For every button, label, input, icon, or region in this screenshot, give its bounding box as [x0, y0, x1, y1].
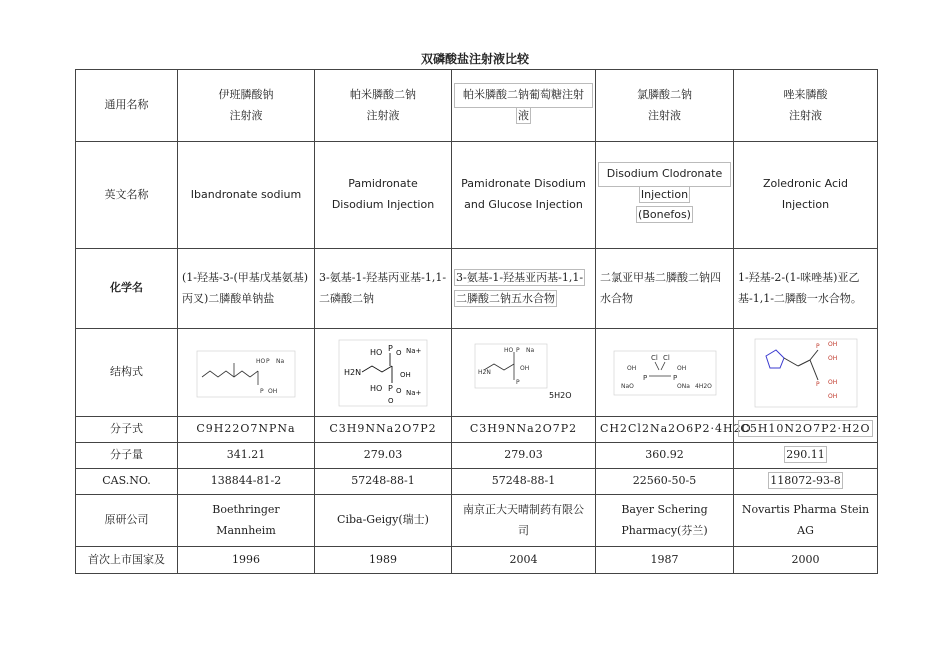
structure-label: OH	[400, 370, 411, 379]
formula-cell: CH2Cl2Na2O6P2·4H2O	[596, 417, 734, 443]
svg-text:P: P	[642, 373, 647, 382]
svg-text:P: P	[815, 380, 820, 388]
cell-text: 氯膦酸二钠	[637, 87, 692, 101]
structure-label: Na	[525, 346, 534, 354]
cell-text: 290.11	[786, 448, 825, 462]
originator-cell	[315, 495, 452, 547]
formula-cell: C9H22O7NPNa	[178, 417, 315, 443]
chemical-name-cell: 二氯亚甲基二膦酸二钠四水合物	[596, 249, 734, 329]
cell-text: AG	[797, 523, 814, 537]
structure-label: OH	[827, 340, 837, 348]
row-header: 原研公司	[76, 495, 178, 547]
cas-cell: 57248-88-1	[452, 469, 596, 495]
svg-text:P: P	[388, 343, 393, 353]
svg-text:P: P	[672, 373, 677, 382]
row-header: 分子量	[76, 443, 178, 469]
structure-label: Na+	[406, 388, 422, 397]
row-originator	[76, 495, 878, 547]
cell-text: 伊班膦酸钠	[218, 87, 274, 101]
svg-text:O: O	[388, 396, 394, 405]
svg-text:O: O	[396, 348, 402, 357]
structure-label: OH	[827, 354, 837, 362]
originator-cell	[452, 495, 596, 547]
first-launch-cell: 1989	[315, 547, 452, 574]
chemical-name-cell	[452, 249, 596, 329]
originator-cell	[178, 495, 315, 547]
cell-text: Bayer Schering	[621, 502, 708, 516]
zoledronic-acid-structure-image	[754, 338, 858, 408]
cell-text: Injection	[640, 187, 689, 201]
clodronate-structure-image	[613, 350, 717, 396]
chemical-name-cell: (1-羟基-3-(甲基戊基氨基)丙叉)二膦酸单钠盐	[178, 249, 315, 329]
pamidronate-structure-image	[338, 339, 428, 407]
structure-label: Na	[276, 357, 285, 365]
row-first-launch	[76, 547, 878, 574]
svg-text:OH: OH	[268, 387, 278, 395]
row-header: 通用名称	[76, 70, 178, 142]
cell-text: 118072-93-8	[770, 474, 841, 488]
cell-text: Injection	[781, 198, 830, 211]
row-mol-weight	[76, 443, 878, 469]
chemical-name-cell: 1-羟基-2-(1-咪唑基)亚乙基-1,1-二膦酸一水合物。	[734, 249, 878, 329]
english-name-cell	[178, 142, 315, 249]
structure-cell	[315, 329, 452, 417]
svg-text:P: P	[266, 357, 270, 365]
row-header: CAS.NO.	[76, 469, 178, 495]
svg-text:OH: OH	[519, 364, 529, 372]
first-launch-cell: 1996	[178, 547, 315, 574]
row-header: 英文名称	[76, 142, 178, 249]
svg-text:H2N: H2N	[477, 368, 491, 376]
svg-text:HO: HO	[503, 346, 513, 354]
first-launch-cell: 2000	[734, 547, 878, 574]
row-english-name	[76, 142, 878, 249]
cas-cell: 22560-50-5	[596, 469, 734, 495]
cell-text: C5H10N2O7P2·H2O	[740, 422, 871, 436]
mol-weight-cell: 279.03	[315, 443, 452, 469]
cell-text: Pamidronate	[348, 177, 418, 191]
cell-text: 液	[518, 108, 529, 122]
svg-text:OH: OH	[676, 364, 686, 372]
structure-label: 5H2O	[548, 390, 571, 400]
svg-text:P: P	[515, 378, 520, 386]
cell-text: Boethringer Mannheim	[212, 502, 280, 537]
row-header: 化学名	[76, 249, 178, 329]
first-launch-cell: 2004	[452, 547, 596, 574]
row-common-name	[76, 70, 878, 142]
english-name-cell	[596, 142, 734, 249]
cell-text: 南京正大天晴制药有限公	[463, 502, 584, 516]
common-name-cell	[596, 70, 734, 142]
cell-text: 唑来膦酸	[783, 87, 828, 101]
english-name-cell	[452, 142, 596, 249]
cell-text: Ciba-Geigy(瑞士)	[337, 513, 429, 527]
svg-text:P: P	[388, 383, 393, 393]
mol-weight-cell: 360.92	[596, 443, 734, 469]
structure-label: 4H2O	[694, 382, 712, 390]
structure-cell	[178, 329, 315, 417]
common-name-cell	[178, 70, 315, 142]
structure-label: Cl	[662, 353, 670, 362]
row-header: 结构式	[76, 329, 178, 417]
cell-text: 注射液	[789, 108, 822, 122]
row-header: 首次上市国家及	[76, 547, 178, 574]
svg-text:P: P	[515, 346, 520, 354]
structure-label: NaO	[620, 382, 634, 390]
row-structure	[76, 329, 878, 417]
cell-text: Pharmacy(芬兰)	[621, 523, 708, 537]
cell-text: Disodium Injection	[331, 198, 435, 211]
cell-text: Pamidronate Disodium	[461, 177, 586, 191]
row-cas	[76, 469, 878, 495]
originator-cell	[596, 495, 734, 547]
formula-cell: C3H9NNa2O7P2	[315, 417, 452, 443]
row-formula	[76, 417, 878, 443]
english-name-cell	[734, 142, 878, 249]
common-name-cell	[315, 70, 452, 142]
structure-label: Na+	[406, 346, 422, 355]
cell-text: 注射液	[648, 108, 681, 122]
mol-weight-cell: 279.03	[452, 443, 596, 469]
chemical-name-cell: 3-氨基-1-羟基丙亚基-1,1-二磷酸二钠	[315, 249, 452, 329]
mol-weight-cell: 341.21	[178, 443, 315, 469]
structure-label: ONa	[676, 382, 690, 390]
common-name-cell	[734, 70, 878, 142]
formula-cell	[734, 417, 878, 443]
cell-text: 3-氨基-1-羟基亚丙基-1,1-二膦酸二钠五水合物	[456, 270, 584, 305]
ibandronate-structure-image	[196, 347, 296, 399]
structure-label: Cl	[650, 353, 658, 362]
first-launch-cell: 1987	[596, 547, 734, 574]
svg-text:OH: OH	[626, 364, 636, 372]
row-chemical-name	[76, 249, 878, 329]
cell-text: Novartis Pharma Stein	[741, 502, 870, 516]
pamidronate-glucose-structure-image	[474, 342, 574, 404]
english-name-cell	[315, 142, 452, 249]
formula-cell: C3H9NNa2O7P2	[452, 417, 596, 443]
structure-cell	[734, 329, 878, 417]
cell-text: 司	[518, 523, 529, 537]
svg-text:O: O	[396, 386, 402, 395]
structure-label: HO	[370, 347, 383, 357]
svg-text:P: P	[260, 387, 264, 395]
cas-cell: 138844-81-2	[178, 469, 315, 495]
svg-text:P: P	[815, 342, 820, 350]
cas-cell: 57248-88-1	[315, 469, 452, 495]
cell-text: Ibandronate sodium	[190, 187, 302, 201]
cell-text: (Bonefos)	[638, 208, 691, 222]
cell-text: 注射液	[229, 108, 263, 122]
originator-cell	[734, 495, 878, 547]
cell-text: and Glucose Injection	[464, 198, 583, 211]
common-name-cell	[452, 70, 596, 142]
structure-label: H2N	[344, 367, 362, 377]
structure-label: OH	[827, 378, 837, 386]
svg-text:HO: HO	[256, 357, 266, 365]
cell-text: Disodium Clodronate	[600, 164, 729, 185]
document-title: 双磷酸盐注射液比较	[420, 52, 529, 66]
comparison-table	[75, 69, 878, 574]
cell-text: 注射液	[366, 108, 400, 122]
structure-label: OH	[827, 392, 837, 400]
structure-cell	[596, 329, 734, 417]
row-header: 分子式	[76, 417, 178, 443]
structure-cell	[452, 329, 596, 417]
cas-cell	[734, 469, 878, 495]
cell-text: 帕米膦酸二钠葡萄糖注射	[456, 85, 591, 106]
svg-text:HO: HO	[370, 383, 383, 393]
mol-weight-cell	[734, 443, 878, 469]
cell-text: 帕米膦酸二钠	[350, 87, 416, 101]
cell-text: Zoledronic Acid	[762, 177, 849, 191]
